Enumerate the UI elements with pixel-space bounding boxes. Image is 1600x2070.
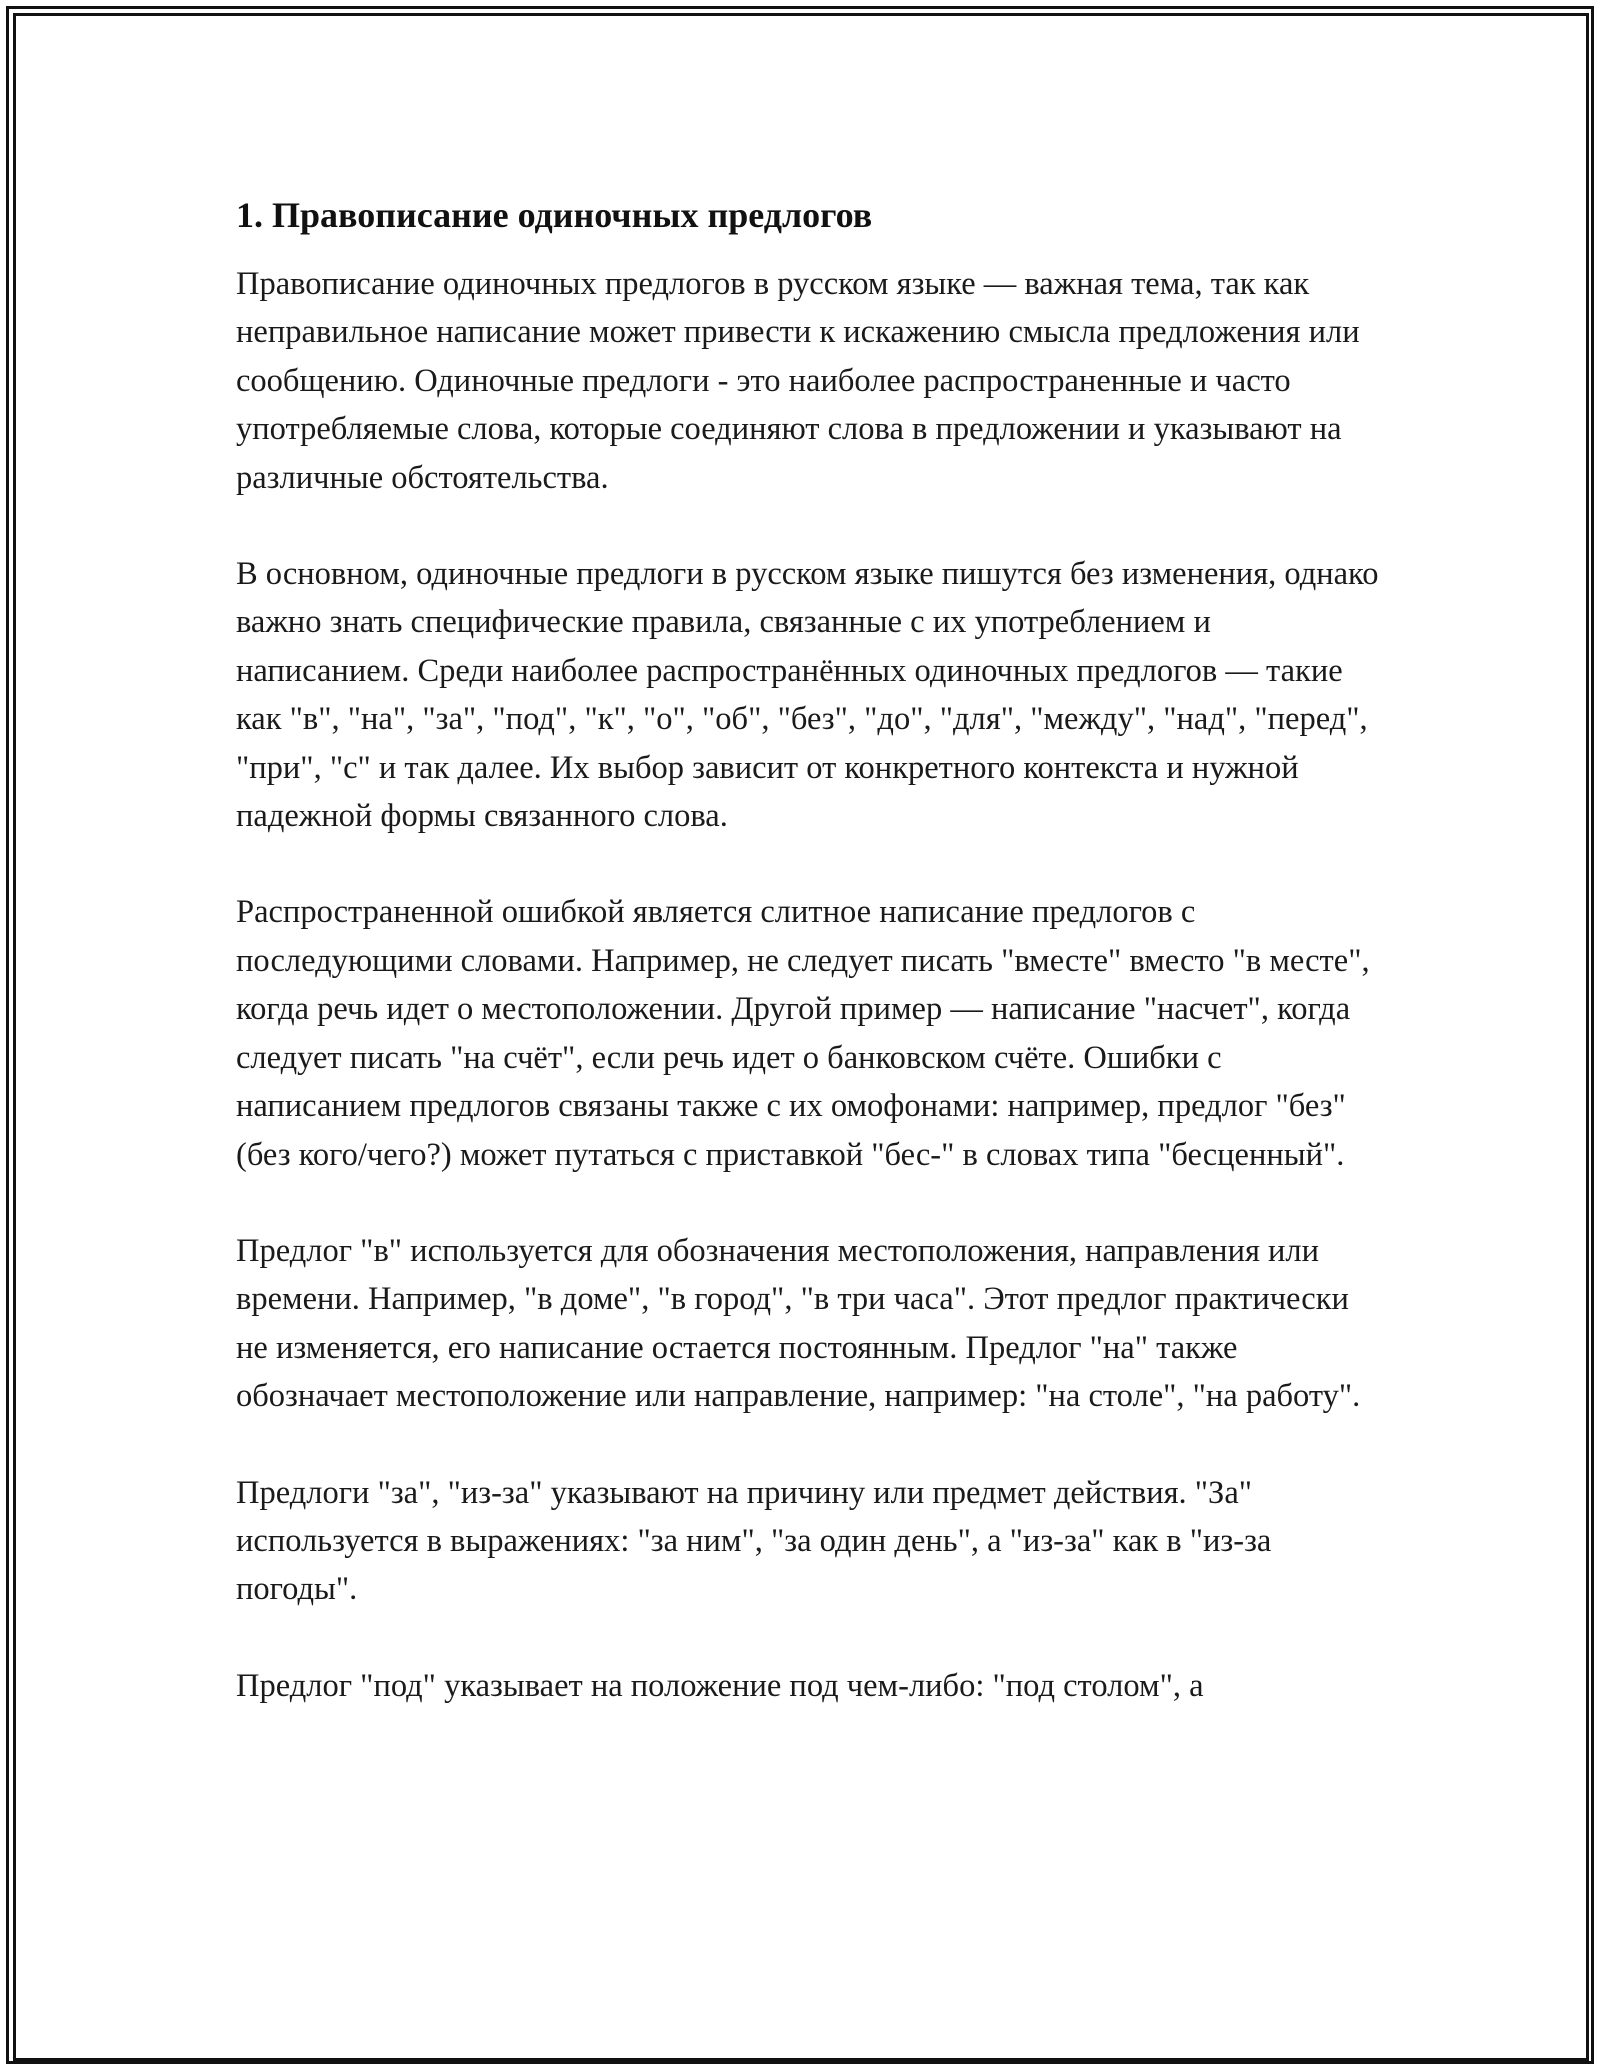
section-heading: 1. Правописание одиночных предлогов	[236, 195, 873, 235]
document-page	[236, 188, 1386, 1758]
paragraph-common-prepositions: В основном, одиночные предлоги в русском языке пишутся без изменения, однако важно знать специфические правила, связанные с их употреблением и написанием. Среди наиболее распространённых одиночных предлогов — такие как "в", "на", "за", "под", "к", "о", "об", "без", "до", "для", "между", "над", "перед", "при", "с" и так далее. Их выбор зависит от конкретного контекста и нужной падежной формы связанного слова.	[236, 556, 1379, 835]
paragraph-v-na: Предлог "в" используется для обозначения местоположения, направления или времени. Например, "в доме", "в город", "в три часа". Этот предлог практически не изменяется, его написание остается постоянным. Предлог "на" также обозначает местоположение или направление, например: "на столе", "на работу".	[236, 1232, 1361, 1415]
paragraph-pod: Предлог "под" указывает на положение под чем-либо: "под столом", а	[236, 1667, 1204, 1704]
paragraph-common-errors: Распространенной ошибкой является слитное написание предлогов с последующими словами. Например, не следует писать "вместе" вместо "в месте", когда речь идет о местоположении. Другой пример — написание "насчет", когда следует писать "на счёт", если речь идет о банковском счёте. Ошибки с написанием предлогов связаны также с их омофонами: например, предлог "без" (без кого/чего?) может путаться с приставкой "бес-" в словах типа "бесценный".	[236, 894, 1370, 1173]
paragraph-za-iz-za: Предлоги "за", "из-за" указывают на причину или предмет действия. "За" используется в выражениях: "за ним", "за один день", а "из-за" как в "из-за погоды".	[236, 1474, 1272, 1608]
paragraph-intro: Правописание одиночных предлогов в русском языке — важная тема, так как неправильное написание может привести к искажению смысла предложения или сообщению. Одиночные предлоги - это наиболее распространенные и часто употребляемые слова, которые соединяют слова в предложении и указывают на различные обстоятельства.	[236, 266, 1360, 496]
